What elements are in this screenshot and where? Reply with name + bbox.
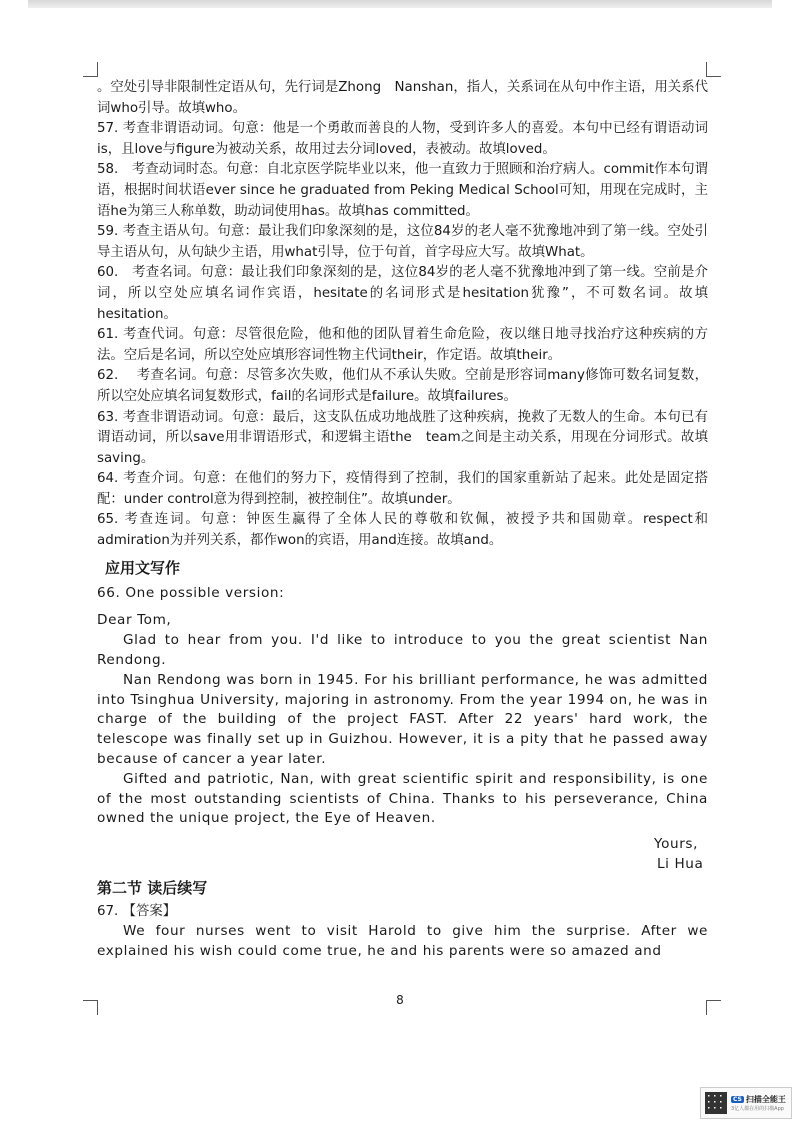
letter-paragraph: Glad to hear from you. I'd like to introduce to you the great scientist Nan Rendong. [97,632,708,669]
analysis-item: 65. 考查连词。句意：钟医生赢得了全体人民的尊敬和钦佩，被授予共和国勋章。respect和admiration为并列关系，都作won的宾语，用and连接。故填and。 [97,512,708,549]
letter-paragraph: Gifted and patriotic, Nan, with great scientific spirit and responsibility, is one of the most outstanding scientists of China. Thanks to his perseverance, China owned the unique project, the Eye of Heaven. [97,770,708,827]
letter-signature: Li Hua [657,856,704,873]
analysis-item: 63. 考查非谓语动词。句意：最后，这支队伍成功地战胜了这种疾病，挽救了无数人的生命。本句已有谓语动词，所以save用非谓语形式，和逻辑主语the team之间是主动关系，用现在分词形式。故填saving。 [97,409,708,466]
watermark-app-name: 扫描全能王 [745,1095,786,1104]
crop-mark-top-left [83,62,98,77]
letter-paragraph: Nan Rendong was born in 1945. For his brilliant performance, he was admitted into Tsinghua University, majoring in astronomy. From the year 1994 on, he was in charge of the building of the project FAST. After 22 years' hard work, the telescope was finally set up in Guizhou. However, it is a pity that he passed away because of cancer a year later. [97,671,708,768]
sample-letter [97,584,708,875]
cs-logo-icon: CS [733,1096,742,1103]
continuation-text: We four nurses went to visit Harold to give him the surprise. After we explained his wish could come true, he and his parents were so amazed and [97,922,708,959]
top-edge-bar [28,0,772,8]
answer-analysis [97,78,708,552]
version-label: 66. One possible version: [97,584,285,601]
analysis-item: 64. 考查介词。句意：在他们的努力下，疫情得到了控制，我们的国家重新站了起来。此处是固定搭配：under control意为得到控制，被控制住”。故填under。 [97,471,708,507]
answer-label: 67. 【答案】 [97,903,177,919]
section-heading-continuation: 第二节 读后续写 [97,878,208,897]
analysis-item: 62. 考查名词。句意：尽管多次失败，他们从不承认失败。空前是形容词many修饰可数名词复数，所以空处应填名词复数形式，fail的名词形式是failure。故填failures。 [97,368,708,404]
letter-closing: Yours, [654,836,699,853]
letter-greeting: Dear Tom, [97,612,172,629]
scanner-watermark [700,1087,792,1119]
section-heading-writing: 应用文写作 [105,558,181,577]
watermark-subtitle: 3亿人都在用的扫描App [731,1106,784,1112]
watermark-text [731,1094,786,1112]
page-content [97,78,708,961]
page-number: 8 [396,993,404,1007]
crop-mark-top-right [706,62,721,77]
analysis-item: 61. 考查代词。句意：尽管很危险，他和他的团队冒着生命危险，夜以继日地寻找治疗这种疾病的方法。空后是名词，所以空处应填形容词性物主代词their，作定语。故填their。 [97,327,708,363]
continuation-answer [97,922,708,962]
analysis-item: 。空处引导非限制性定语从句，先行词是Zhong Nanshan，指人，关系词在从句中作主语，用关系代词who引导。故填who。 [97,80,708,116]
analysis-item: 60. 考查名词。句意：最让我们印象深刻的是，这位84岁的老人毫不犹豫地冲到了第一线。空前是介词，所以空处应填名词作宾语，hesitate的名词形式是hesitation犹豫”，不可数名词。故填hesitation。 [97,265,708,322]
analysis-item: 57. 考查非谓语动词。句意：他是一个勇敢而善良的人物，受到许多人的喜爱。本句中已经有谓语动词is，且love与figure为被动关系，故用过去分词loved，表被动。故填loved。 [97,121,708,157]
qr-code-icon [705,1092,727,1114]
watermark-title [731,1094,786,1105]
analysis-item: 59. 考查主语从句。句意：最让我们印象深刻的是，这位84岁的老人毫不犹豫地冲到了第一线。空处引导主语从句，从句缺少主语，用what引导，位于句首，首字母应大写。故填What。 [97,224,708,260]
analysis-item: 58. 考查动词时态。句意：自北京医学院毕业以来，他一直致力于照顾和治疗病人。commit作本句谓语，根据时间状语ever since he graduated from Peking Medical School可知，用现在完成时，主语he为第三人称单数，助动词使用has。故填has committed。 [97,162,708,219]
